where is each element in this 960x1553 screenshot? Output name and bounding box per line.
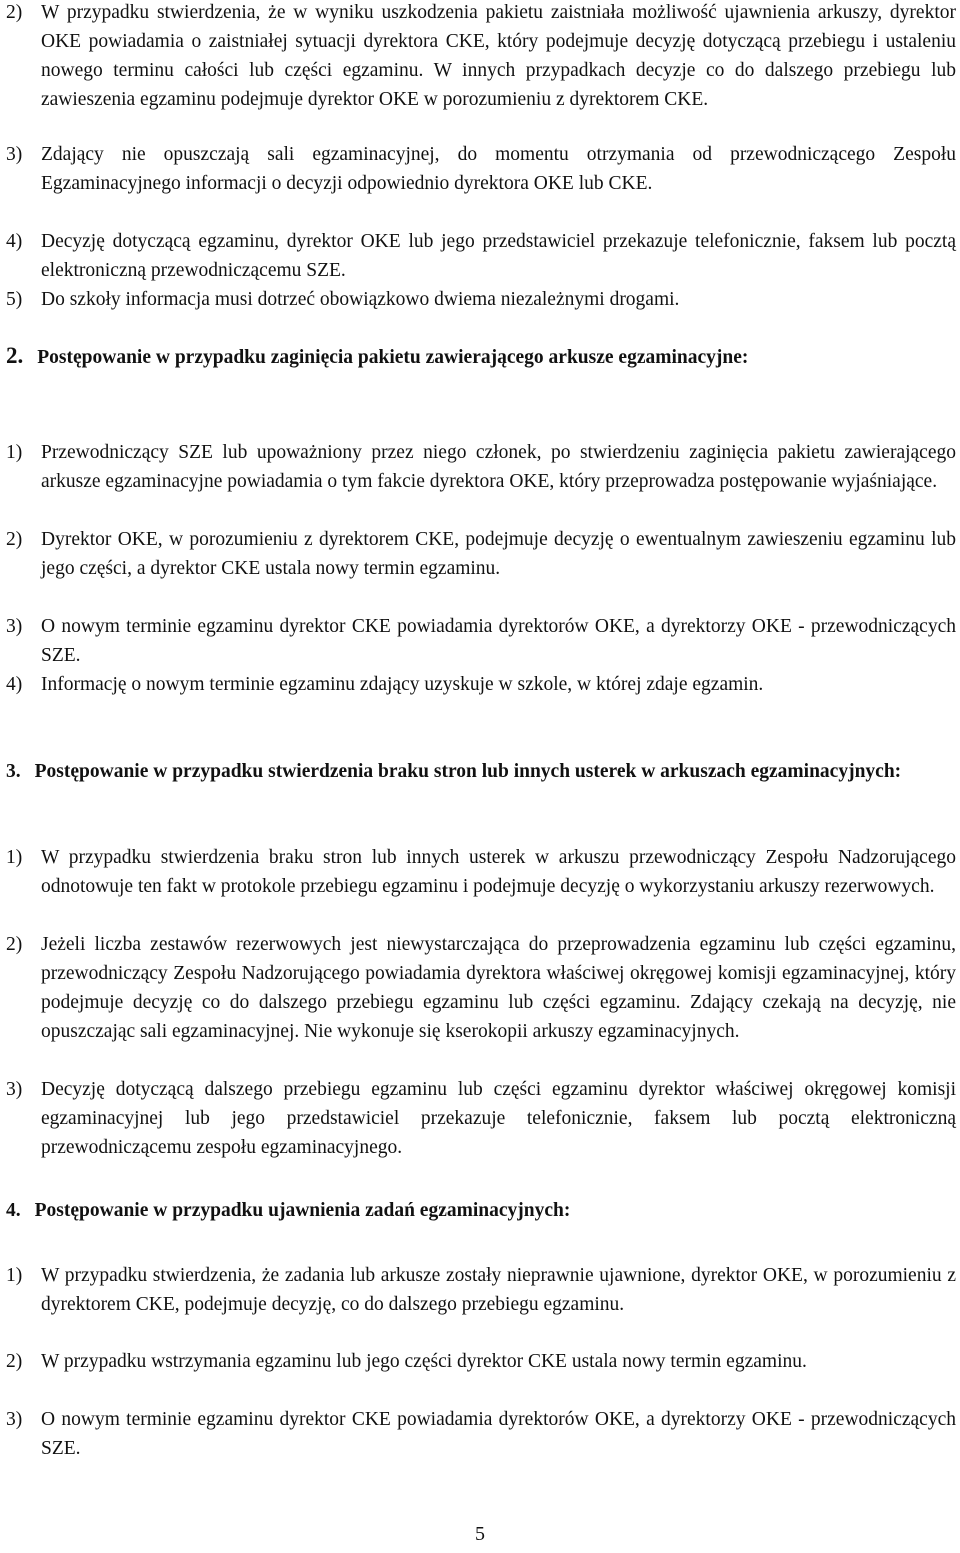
section-number: 3. [6, 761, 21, 782]
item-number: 1) [6, 1265, 23, 1286]
list-item [6, 1075, 956, 1162]
item-number: 1) [6, 442, 23, 463]
item-text: Dyrektor OKE, w porozumieniu z dyrektorem CKE, podejmuje decyzję o ewentualnym zawieszeniu egzaminu lub jego części, a dyrektor CKE ustala nowy termin egzaminu. [41, 529, 956, 579]
item-number: 2) [6, 934, 23, 955]
item-text: W przypadku stwierdzenia, że w wyniku uszkodzenia pakietu zaistniała możliwość ujawnienia arkuszy, dyrektor OKE powiadamia o zaistniałej sytuacji dyrektora CKE, który podejmuje decyzję dotyczącą przebiegu i ustaleniu nowego terminu całości lub części egzaminu. W innych przypadkach decyzje co do dalszego przebiegu lub zawieszenia egzaminu podejmuje dyrektor OKE w porozumieniu z dyrektorem CKE. [41, 2, 956, 110]
list-item [6, 285, 956, 314]
item-number: 2) [6, 529, 23, 550]
item-number: 3) [6, 1079, 23, 1100]
item-text: Zdający nie opuszczają sali egzaminacyjnej, do momentu otrzymania od przewodniczącego Zespołu Egzaminacyjnego informacji o decyzji odpowiednio dyrektora OKE lub CKE. [41, 144, 956, 194]
item-number: 3) [6, 1409, 23, 1430]
page-number: 5 [475, 1523, 485, 1545]
item-number: 3) [6, 616, 23, 637]
item-number: 3) [6, 144, 23, 165]
section-heading [6, 757, 956, 786]
item-text: Decyzję dotyczącą dalszego przebiegu egzaminu lub części egzaminu dyrektor właściwej okręgowej komisji egzaminacyjnej lub jego przedstawiciel przekazuje telefonicznie, faksem lub pocztą elektroniczną przewodniczącemu zespołu egzaminacyjnego. [41, 1079, 956, 1158]
item-text: W przypadku stwierdzenia, że zadania lub arkusze zostały nieprawnie ujawnione, dyrektor OKE, w porozumieniu z dyrektorem CKE, podejmuje decyzję, co do dalszego przebiegu egzaminu. [41, 1265, 956, 1315]
item-number: 4) [6, 674, 23, 695]
section-heading [6, 341, 956, 372]
list-item [6, 1347, 956, 1376]
item-text: Informację o nowym terminie egzaminu zdający uzyskuje w szkole, w której zdaje egzamin. [41, 674, 764, 695]
item-number: 1) [6, 847, 23, 868]
section-title: Postępowanie w przypadku zaginięcia pakietu zawierającego arkusze egzaminacyjne: [37, 347, 749, 368]
section-heading [6, 1196, 956, 1225]
list-item [6, 1261, 956, 1319]
list-item [6, 227, 956, 285]
item-text: Decyzję dotyczącą egzaminu, dyrektor OKE lub jego przedstawiciel przekazuje telefonicznie, faksem lub pocztą elektroniczną przewodniczącemu SZE. [41, 231, 956, 281]
item-text: Jeżeli liczba zestawów rezerwowych jest niewystarczająca do przeprowadzenia egzaminu lub części egzaminu, przewodniczący Zespołu Nadzorującego powiadamia dyrektora właściwej okręgowej komisji egzaminacyjnej, który podejmuje decyzję co do dalszego przebiegu egzaminu lub części egzaminu. Zdający czekają na decyzję, nie opuszczając sali egzaminacyjnej. Nie wykonuje się kserokopii arkuszy egzaminacyjnych. [41, 934, 956, 1042]
item-number: 4) [6, 231, 23, 252]
item-text: Przewodniczący SZE lub upoważniony przez niego członek, po stwierdzeniu zaginięcia pakietu zawierającego arkusze egzaminacyjne powiadamia o tym fakcie dyrektora OKE, który przeprowadza postępowanie wyjaśniające. [41, 442, 956, 492]
item-number: 2) [6, 2, 23, 23]
item-text: W przypadku wstrzymania egzaminu lub jego części dyrektor CKE ustala nowy termin egzaminu. [41, 1351, 807, 1372]
list-item [6, 525, 956, 583]
list-item [6, 438, 956, 496]
item-number: 5) [6, 289, 23, 310]
list-item [6, 0, 956, 114]
list-item [6, 843, 956, 901]
list-item [6, 1405, 956, 1463]
list-item [6, 930, 956, 1046]
item-text: O nowym terminie egzaminu dyrektor CKE powiadamia dyrektorów OKE, a dyrektorzy OKE - przewodniczących SZE. [41, 1409, 956, 1459]
section-title: Postępowanie w przypadku stwierdzenia braku stron lub innych usterek w arkuszach egzaminacyjnych: [34, 761, 902, 782]
item-number: 2) [6, 1351, 23, 1372]
item-text: O nowym terminie egzaminu dyrektor CKE powiadamia dyrektorów OKE, a dyrektorzy OKE - przewodniczących SZE. [41, 616, 956, 666]
list-item [6, 670, 956, 699]
section-title: Postępowanie w przypadku ujawnienia zadań egzaminacyjnych: [34, 1200, 571, 1221]
list-item [6, 140, 956, 198]
section-number: 4. [6, 1200, 21, 1221]
item-text: W przypadku stwierdzenia braku stron lub innych usterek w arkuszu przewodniczący Zespołu Nadzorującego odnotowuje ten fakt w protokole przebiegu egzaminu i podejmuje decyzję o wykorzystaniu arkuszy rezerwowych. [41, 847, 956, 897]
list-item [6, 612, 956, 670]
item-text: Do szkoły informacja musi dotrzeć obowiązkowo dwiema niezależnymi drogami. [41, 289, 680, 310]
section-number: 2. [6, 343, 24, 368]
